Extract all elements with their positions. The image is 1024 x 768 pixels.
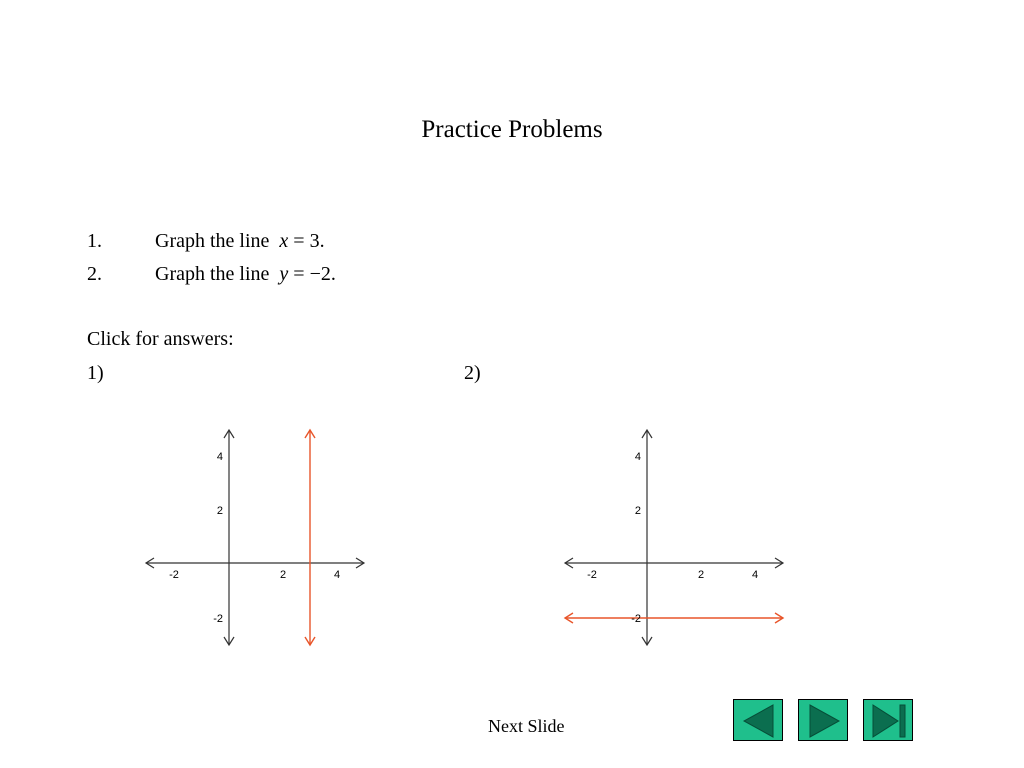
problem-1-text: Graph the line bbox=[155, 230, 270, 252]
y-tick-4: 4 bbox=[634, 451, 641, 463]
answer-label-1: 1) bbox=[87, 362, 104, 384]
problem-2-number: 2. bbox=[87, 263, 102, 285]
last-slide-button[interactable] bbox=[863, 699, 913, 741]
answer-label-2: 2) bbox=[464, 362, 481, 384]
y-tick-2: 2 bbox=[216, 505, 223, 517]
problem-1-variable: x bbox=[279, 230, 289, 252]
graph-1-svg bbox=[138, 420, 378, 660]
x-tick-neg2: -2 bbox=[169, 569, 179, 581]
graph-1 bbox=[138, 420, 378, 660]
x-tick-4: 4 bbox=[751, 569, 759, 581]
next-slide-link[interactable]: Next Slide bbox=[488, 716, 565, 736]
click-for-answers[interactable]: Click for answers: bbox=[87, 328, 234, 350]
previous-triangle-icon bbox=[734, 700, 784, 742]
problem-2-equation: = −2. bbox=[288, 263, 336, 285]
y-tick-neg2: -2 bbox=[213, 613, 223, 625]
last-slide-icon bbox=[864, 700, 914, 742]
problem-1-equation: = 3. bbox=[288, 230, 325, 252]
y-tick-4: 4 bbox=[216, 451, 223, 463]
x-tick-2: 2 bbox=[697, 569, 705, 581]
problem-1 bbox=[87, 230, 325, 253]
problem-1-number: 1. bbox=[87, 230, 102, 252]
problem-2 bbox=[87, 263, 336, 286]
slide-title: Practice Problems bbox=[421, 116, 603, 143]
next-slide-button[interactable] bbox=[798, 699, 848, 741]
graph-2-svg bbox=[557, 420, 797, 660]
previous-slide-button[interactable] bbox=[733, 699, 783, 741]
x-tick-2: 2 bbox=[279, 569, 287, 581]
y-tick-2: 2 bbox=[634, 505, 641, 517]
problem-2-text: Graph the line bbox=[155, 263, 270, 285]
next-triangle-icon bbox=[799, 700, 849, 742]
x-tick-neg2: -2 bbox=[587, 569, 597, 581]
y-tick-neg2: -2 bbox=[631, 613, 641, 625]
graph-2 bbox=[557, 420, 797, 660]
problem-2-variable: y bbox=[279, 263, 289, 285]
x-tick-4: 4 bbox=[333, 569, 341, 581]
